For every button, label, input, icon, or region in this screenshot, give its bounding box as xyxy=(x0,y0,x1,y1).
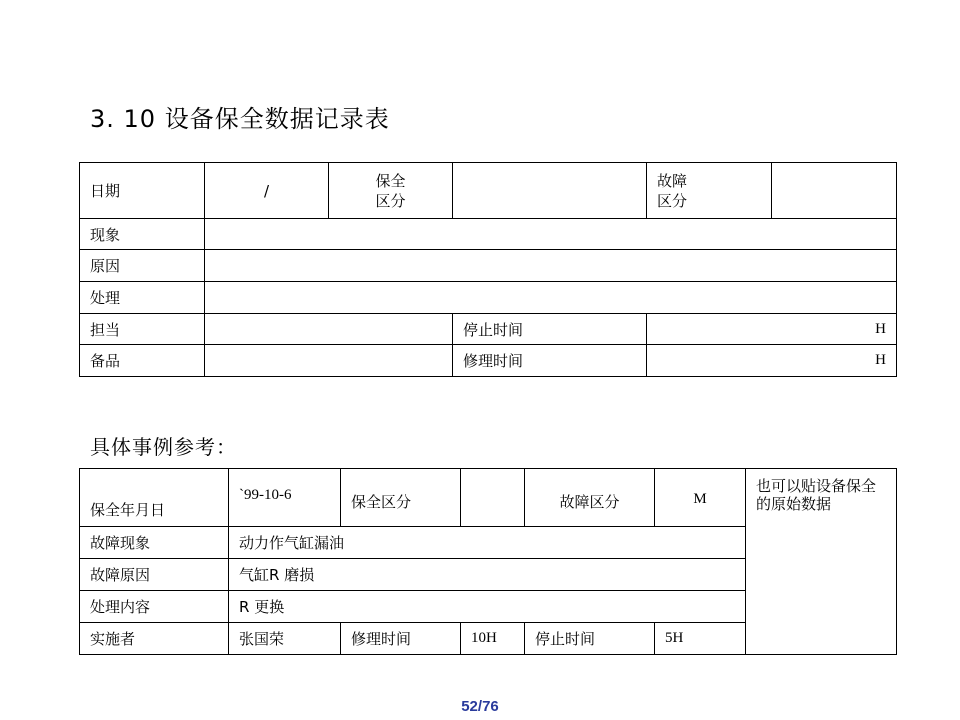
fault-type-value-cell[interactable] xyxy=(772,163,897,219)
phenomenon-label: 现象 xyxy=(80,219,205,250)
example-maint-type-label: 保全区分 xyxy=(341,469,461,527)
example-stop-time-value: 5H xyxy=(655,623,746,655)
repair-time-unit: H xyxy=(647,345,897,377)
cause-label: 原因 xyxy=(80,250,205,282)
example-cause-value: 气缸R 磨损 xyxy=(229,559,746,591)
maint-type-label-line2: 区分 xyxy=(375,191,406,210)
cause-value-cell[interactable] xyxy=(205,250,897,282)
example-date-label: 保全年月日 xyxy=(80,469,229,527)
example-phenomenon-label: 故障现象 xyxy=(80,527,229,559)
example-record-table xyxy=(79,468,897,655)
maint-type-value-cell[interactable] xyxy=(453,163,647,219)
example-heading: 具体事例参考： xyxy=(90,435,237,459)
maint-type-label xyxy=(329,163,453,219)
fault-type-label-line2: 区分 xyxy=(657,191,688,210)
handling-value-cell[interactable] xyxy=(205,282,897,314)
page-title: 3. 10 设备保全数据记录表 xyxy=(90,105,390,133)
example-executor-label: 实施者 xyxy=(80,623,229,655)
fault-type-label xyxy=(647,163,772,219)
example-note: 也可以贴设备保全的原始数据 xyxy=(746,469,897,655)
responsible-label: 担当 xyxy=(80,314,205,345)
stop-time-unit: H xyxy=(647,314,897,345)
page-number: 52/76 xyxy=(461,698,499,715)
stop-time-label: 停止时间 xyxy=(453,314,647,345)
example-cause-label: 故障原因 xyxy=(80,559,229,591)
fault-type-label-line1: 故障 xyxy=(657,171,688,190)
date-value-cell[interactable]: / xyxy=(205,163,329,219)
repair-time-label: 修理时间 xyxy=(453,345,647,377)
date-label: 日期 xyxy=(80,163,205,219)
example-repair-time-label: 修理时间 xyxy=(341,623,461,655)
responsible-value-cell[interactable] xyxy=(205,314,453,345)
phenomenon-value-cell[interactable] xyxy=(205,219,897,250)
example-fault-type-value: M xyxy=(655,469,746,527)
spare-parts-value-cell[interactable] xyxy=(205,345,453,377)
example-content-value: R 更换 xyxy=(229,591,746,623)
maintenance-record-table xyxy=(79,162,897,377)
example-date-value: `99-10-6 xyxy=(229,469,341,527)
example-content-label: 处理内容 xyxy=(80,591,229,623)
example-fault-type-label: 故障区分 xyxy=(525,469,655,527)
example-repair-time-value: 10H xyxy=(461,623,525,655)
maint-type-label-line1: 保全 xyxy=(375,171,406,190)
example-maint-type-value xyxy=(461,469,525,527)
spare-parts-label: 备品 xyxy=(80,345,205,377)
handling-label: 处理 xyxy=(80,282,205,314)
example-phenomenon-value: 动力作气缸漏油 xyxy=(229,527,746,559)
example-executor-value: 张国荣 xyxy=(229,623,341,655)
example-stop-time-label: 停止时间 xyxy=(525,623,655,655)
